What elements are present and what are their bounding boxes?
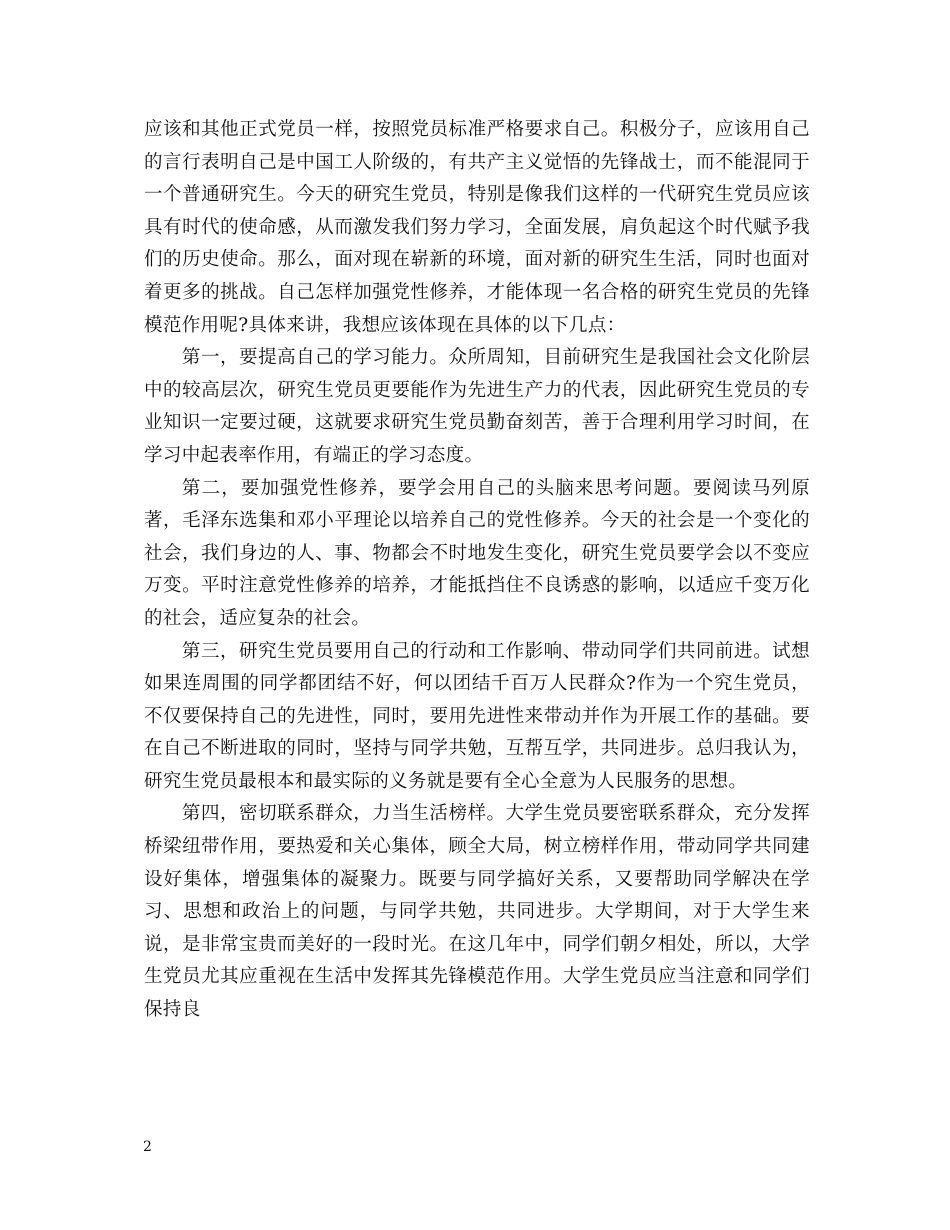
body-text — [144, 114, 810, 1027]
paragraph-point-two: 第二，要加强党性修养，要学会用自己的头脑来思考问题。要阅读马列原著，毛泽东选集和邓小平理论以培养自己的党性修养。今天的社会是一个变化的社会，我们身边的人、事、物都会不时地发生变化，研究生党员要学会以不变应万变。平时注意党性修养的培养，才能抵挡住不良诱惑的影响，以适应千变万化的社会，适应复杂的社会。 — [144, 477, 810, 629]
paragraph-intro-continued: 应该和其他正式党员一样，按照党员标准严格要求自己。积极分子，应该用自己的言行表明自己是中国工人阶级的，有共产主义觉悟的先锋战士，而不能混同于一个普通研究生。今天的研究生党员，特别是像我们这样的一代研究生党员应该具有时代的使命感，从而激发我们努力学习，全面发展，肩负起这个时代赋予我们的历史使命。那么，面对现在崭新的环境，面对新的研究生生活，同时也面对着更多的挑战。自己怎样加强党性修养，才能体现一名合格的研究生党员的先锋模范作用呢?具体来讲，我想应该体现在具体的以下几点： — [144, 119, 810, 336]
paragraph-point-three: 第三，研究生党员要用自己的行动和工作影响、带动同学们共同前进。试想如果连周围的同学都团结不好，何以团结千百万人民群众?作为一个究生党员，不仅要保持自己的先进性，同时，要用先进性来带动并作为开展工作的基础。要在自己不断进取的同时，坚持与同学共勉，互帮互学，共同进步。总归我认为，研究生党员最根本和最实际的义务就是要有全心全意为人民服务的思想。 — [144, 640, 810, 792]
paragraph-point-four: 第四，密切联系群众，力当生活榜样。大学生党员要密联系群众，充分发挥桥梁纽带作用，要热爱和关心集体，顾全大局，树立榜样作用，带动同学共同建设好集体，增强集体的凝聚力。既要与同学搞好关系，又要帮助同学解决在学习、思想和政治上的问题，与同学共勉，共同进步。大学期间，对于大学生来说，是非常宝贵而美好的一段时光。在这几年中，同学们朝夕相处，所以，大学生党员尤其应重视在生活中发挥其先锋模范作用。大学生党员应当注意和同学们保持良 — [144, 803, 810, 1021]
page-number: 2 — [143, 1139, 152, 1155]
paragraph-point-one: 第一，要提高自己的学习能力。众所周知，目前研究生是我国社会文化阶层中的较高层次，研究生党员更要能作为先进生产力的代表，因此研究生党员的专业知识一定要过硬，这就要求研究生党员勤奋刻苦，善于合理利用学习时间，在学习中起表率作用，有端正的学习态度。 — [144, 347, 810, 466]
